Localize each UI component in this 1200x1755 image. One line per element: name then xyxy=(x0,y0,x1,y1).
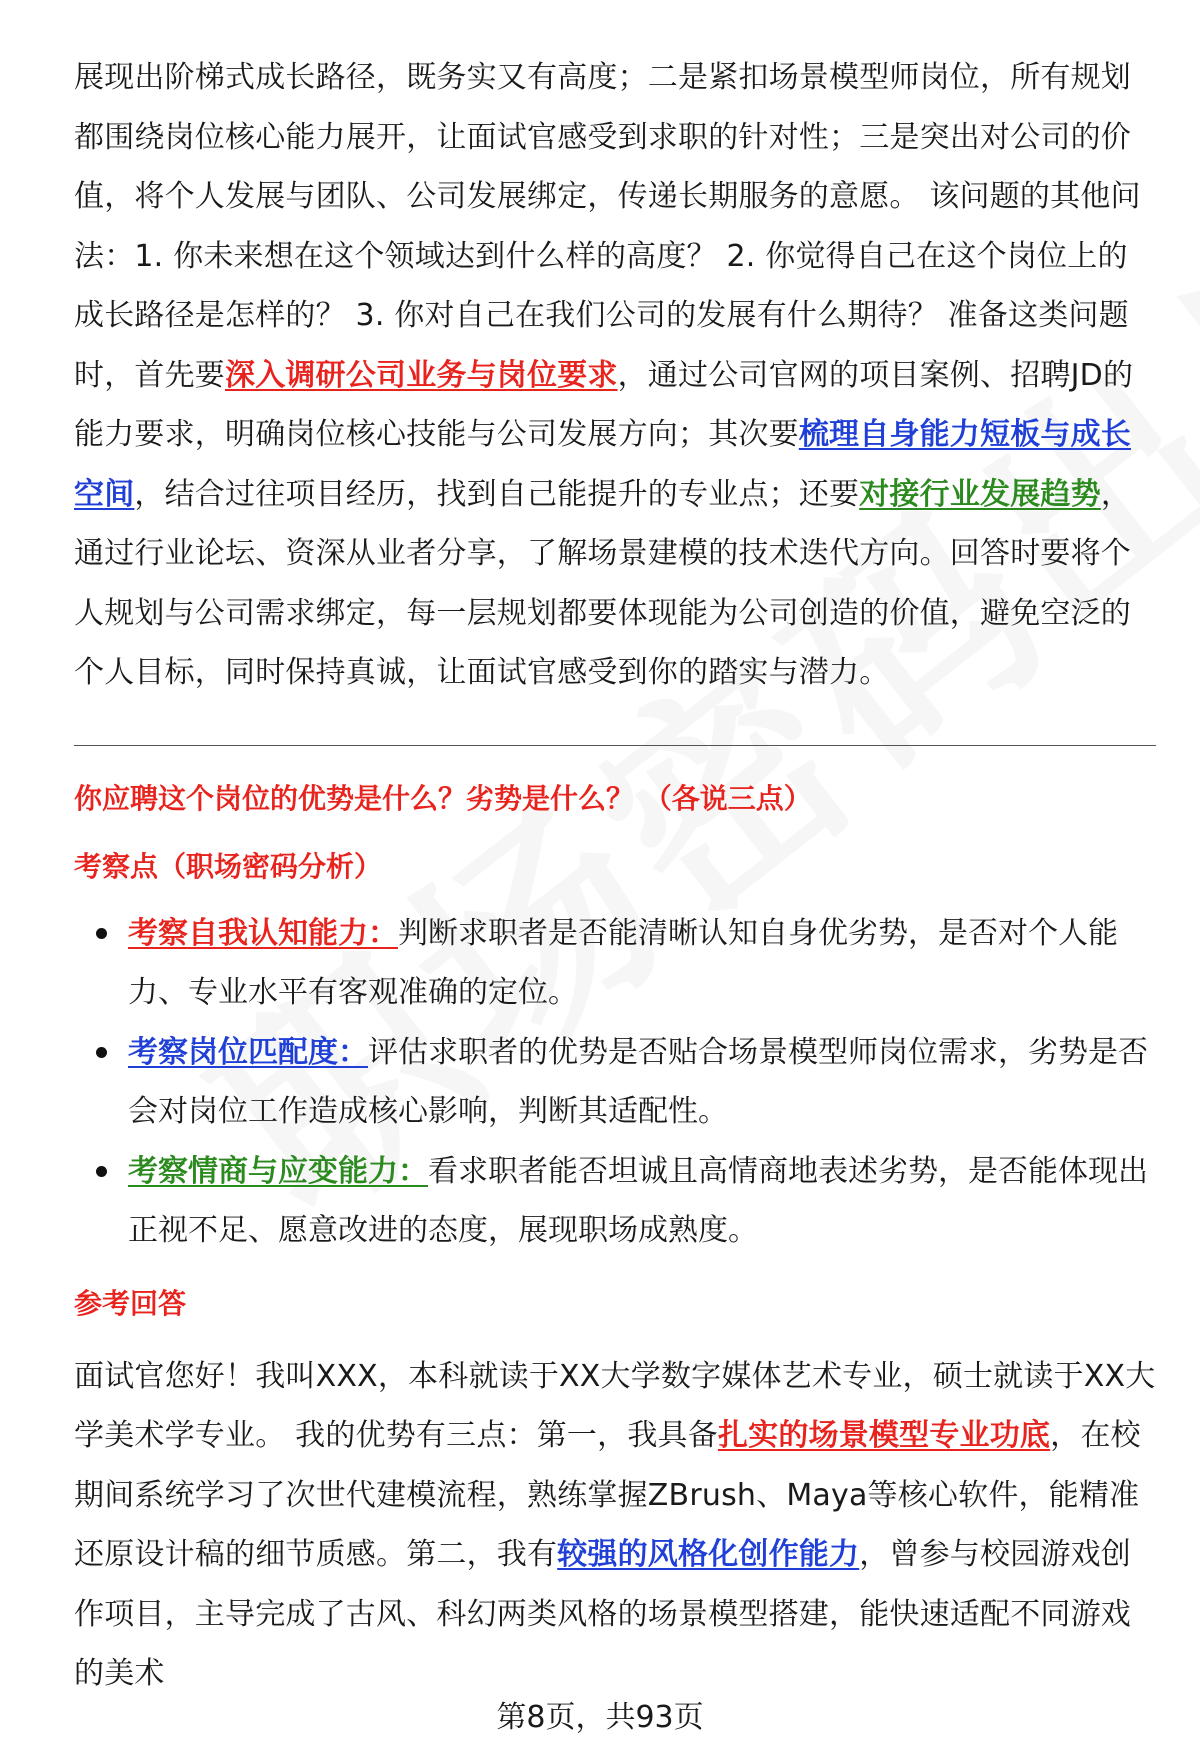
question-title: 你应聘这个岗位的优势是什么？劣势是什么？ （各说三点） xyxy=(74,781,812,815)
document-page xyxy=(74,48,1156,1704)
point-label: 考察情商与应变能力： xyxy=(128,1153,428,1189)
point-text: 看求职者能否坦诚且高情商地表述劣势，是否能体现出正视不足、愿意改进的态度，展现职场成熟度。 xyxy=(128,1153,1148,1248)
list-item xyxy=(74,904,1156,1023)
answer-text-3: ，曾参与校园游戏创作项目，主导完成了古风、科幻两类风格的场景模型搭建，能快速适配不同游戏的美术 xyxy=(74,1537,1132,1691)
exam-points-list xyxy=(74,904,1156,1261)
point-label: 考察自我认知能力： xyxy=(128,915,398,951)
answer-highlight-blue: 较强的风格化创作能力 xyxy=(557,1537,860,1572)
list-item xyxy=(74,1023,1156,1142)
intro-text-4: ，通过行业论坛、资深从业者分享，了解场景建模的技术迭代方向。回答时要将个人规划与公司需求绑定，每一层规划都要体现能为公司创造的价值，避免空泛的个人目标，同时保持真诚，让面试官感受到你的踏实与潜力。 xyxy=(74,476,1132,690)
point-label: 考察岗位匹配度： xyxy=(128,1034,368,1070)
reference-answer-title: 参考回答 xyxy=(74,1286,187,1320)
list-item xyxy=(74,1142,1156,1261)
intro-highlight-red: 深入调研公司业务与岗位要求 xyxy=(225,357,618,393)
bullet-icon xyxy=(96,928,107,939)
bullet-icon xyxy=(96,1166,107,1177)
intro-highlight-green: 对接行业发展趋势 xyxy=(859,476,1101,512)
reference-answer-paragraph xyxy=(74,1347,1156,1704)
point-text: 判断求职者是否能清晰认知自身优劣势，是否对个人能力、专业水平有客观准确的定位。 xyxy=(128,915,1118,1010)
intro-highlight-blue: 梳理自身能力短板与成长空间 xyxy=(74,417,1132,512)
answer-text-2: ，在校期间系统学习了次世代建模流程，熟练掌握ZBrush、Maya等核心软件，能精准还原设计稿的细节质感。第二，我有 xyxy=(74,1418,1141,1572)
intro-text-1: 展现出阶梯式成长路径，既务实又有高度；二是紧扣场景模型师岗位，所有规划都围绕岗位核心能力展开，让面试官感受到求职的针对性；三是突出对公司的价值，将个人发展与团队、公司发展绑定，传递长期服务的意愿。 该问题的其他问法：1. 你未来想在这个领域达到什么样的高度？ 2. 你觉得自己在这个岗位上的成长路径是怎样的？ 3. 你对自己在我们公司的发展有什么期待？ 准备这类问题时，首先要 xyxy=(74,60,1141,393)
section-divider xyxy=(74,745,1156,746)
intro-text-3: ，结合过往项目经历，找到自己能提升的专业点；还要 xyxy=(134,476,860,512)
intro-paragraph xyxy=(74,48,1156,703)
answer-text-1: 面试官您好！我叫XXX，本科就读于XX大学数字媒体艺术专业，硕士就读于XX大学美术学专业。 我的优势有三点：第一，我具备 xyxy=(74,1358,1156,1453)
bullet-icon xyxy=(96,1047,107,1058)
exam-points-title: 考察点（职场密码分析） xyxy=(74,849,383,883)
page-number: 第8页，共93页 xyxy=(496,1700,704,1735)
intro-text-2: ，通过公司官网的项目案例、招聘JD的能力要求，明确岗位核心技能与公司发展方向；其次要 xyxy=(74,357,1134,452)
answer-highlight-red: 扎实的场景模型专业功底 xyxy=(717,1418,1051,1453)
point-text: 评估求职者的优势是否贴合场景模型师岗位需求，劣势是否会对岗位工作造成核心影响，判断其适配性。 xyxy=(128,1034,1148,1129)
